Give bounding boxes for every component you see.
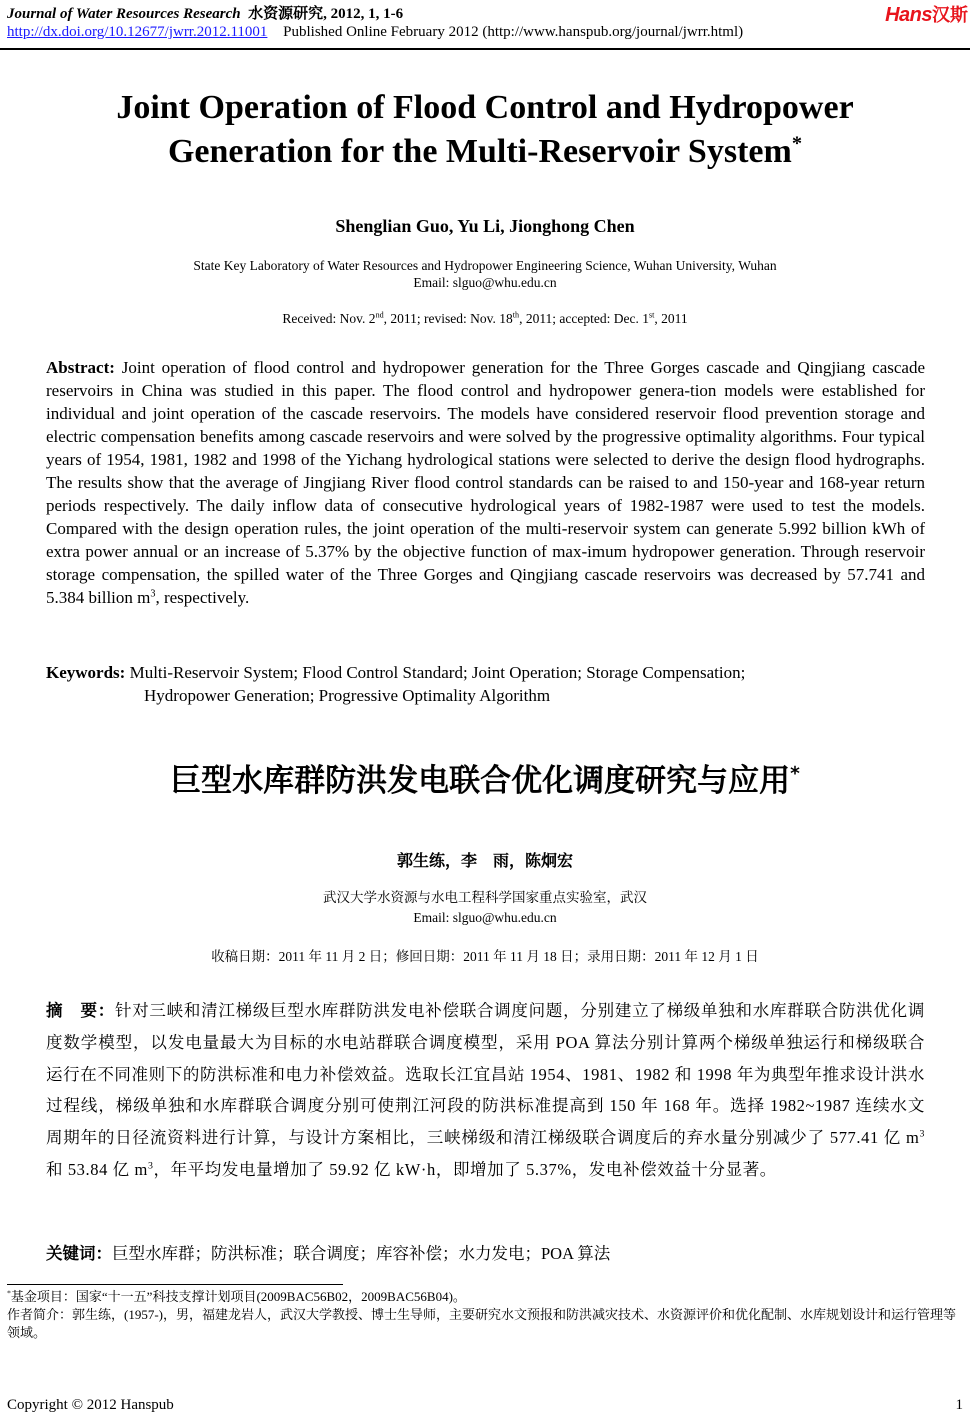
paper-title-cn: [0, 755, 970, 800]
abstract-cn-sup-1: 3: [919, 1128, 925, 1140]
abstract-sup: 3: [150, 588, 156, 600]
keywords-line-1: Multi-Reservoir System; Flood Control Standard; Joint Operation; Storage Compensation;: [129, 663, 746, 682]
abstract-cn-part-3: ，年平均发电量增加了 59.92 亿 kW·h，即增加了 5.37%，发电补偿效益十分显著。: [153, 1159, 777, 1179]
footnote-author-bio: 作者简介：郭生练，(1957-)，男，福建龙岩人，武汉大学教授、博士生导师，主要研究水文预报和防洪减灾技术、水资源评价和优化配制、水库规划设计和运行管理等领域。: [7, 1307, 956, 1340]
journal-citation: [7, 2, 403, 23]
revised-date: , 2011; revised: Nov. 18: [383, 311, 513, 326]
keywords-en: [46, 661, 925, 707]
title-footnote-mark[interactable]: *: [791, 132, 803, 155]
logo-text-en: Hans: [885, 4, 932, 26]
title-cn-text: 巨型水库群防洪发电联合优化调度研究与应用: [170, 763, 791, 799]
publication-info: [7, 24, 743, 41]
page-footer: [7, 1397, 963, 1414]
affiliation-en: [0, 257, 970, 291]
abstract-cn-part-1: 针对三峡和清江梯级巨型水库群防洪发电补偿联合调度问题，分别建立了梯级单独和水库群联合防洪优化调度数学模型，以发电量最大为目标的水电站群联合调度模型，采用 POA 算法分别计算两个梯级单独运行和梯级联合运行在不同准则下的防洪标准和电力补偿效益。选取长江宜昌站 1954、1981、1982 和 1998 年为典型年推求设计洪水过程线，梯级单独和水库群联合调度分别可使荆江河段的防洪标准提高到 150 年 168 年。选择 1982~1987 连续水文周期年的日径流资料进行计算，与设计方案相比，三峡梯级和清江梯级联合调度后的弃水量分别减少了 577.41 亿 m: [46, 1001, 925, 1148]
paper-title-en: [0, 86, 970, 174]
logo-text-cn: 汉斯: [932, 5, 968, 26]
abstract-label-en: Abstract:: [46, 358, 115, 377]
title-line-1: Joint Operation of Flood Control and Hydropower: [116, 89, 854, 126]
title-line-2: [0, 130, 970, 174]
fund-text: 基金项目：国家“十一五”科技支撑计划项目(2009BAC56B02，2009BAC56B04)。: [10, 1289, 466, 1304]
doi-link[interactable]: http://dx.doi.org/10.12677/jwrr.2012.11001: [7, 24, 268, 40]
page-number: 1: [955, 1397, 963, 1413]
accepted-date: , 2011; accepted: Dec. 1: [519, 311, 650, 326]
affiliation-text: State Key Laboratory of Water Resources and Hydropower Engineering Science, Wuhan University, Wuhan: [193, 258, 777, 273]
abstract-cn: [46, 995, 925, 1186]
abstract-en: [46, 356, 925, 609]
fund-mark: *: [7, 1288, 11, 1298]
abstract-label-cn: 摘 要：: [46, 1001, 115, 1020]
published-online: Published Online February 2012 (http://www.hanspub.org/journal/jwrr.html): [283, 24, 744, 40]
footnote-fund: [7, 1288, 965, 1306]
dates-cn: 收稿日期：2011 年 11 月 2 日；修回日期：2011 年 11 月 18 日；录用日期：2011 年 12 月 1 日: [211, 949, 759, 964]
authors-en: Shenglian Guo, Yu Li, Jionghong Chen: [335, 216, 635, 236]
keywords-cn: [46, 1240, 925, 1264]
affiliation-cn: [0, 888, 970, 928]
title-line-2-text: Generation for the Multi-Reservoir System: [167, 133, 792, 170]
journal-name-en: Journal of Water Resources Research: [7, 6, 241, 22]
email-en: Email: slguo@whu.edu.cn: [413, 275, 557, 290]
abstract-end-en: , respectively.: [155, 588, 250, 607]
header-divider: [0, 48, 970, 50]
received-date: Received: Nov. 2: [282, 311, 376, 326]
received-sup: nd: [375, 310, 384, 320]
affiliation-cn-text: 武汉大学水资源与水电工程科学国家重点实验室，武汉: [323, 890, 647, 905]
footnote-divider: [7, 1284, 343, 1285]
footnotes: [7, 1288, 965, 1342]
keywords-cn-text: 巨型水库群；防洪标准；联合调度；库容补偿；水力发电；POA 算法: [112, 1244, 611, 1263]
abstract-cn-sup-2: 3: [147, 1160, 154, 1172]
keywords-label-en: Keywords:: [46, 663, 126, 682]
keywords-label-cn: 关键词：: [46, 1244, 112, 1263]
authors-cn: 郭生练，李 雨，陈炯宏: [396, 851, 573, 870]
hans-logo: [885, 1, 968, 27]
abstract-text-en: Joint operation of flood control and hydropower generation for the Three Gorges cascade and Qingjiang cascade reservoirs in China was studied in this paper. The flood control and hydropower genera-tion models were established for individual and joint operation of the cascade reservoirs. The models have considered reservoir flood prevention storage and electric compensation benefits among cascade reservoirs and were solved by the progressive optimality algorithms. Four typical years of 1954, 1981, 1982 and 1998 of the Yichang hydrological stations were selected to derive the design flood hydrographs. The results show that the average of Jingjiang River flood control standards can be raised to and 150-year and 168-year return periods respectively. The daily inflow data of consecutive hydrological years of 1982-1987 were used to test the models. Compared with the design operation rules, the joint operation of the multi-reservoir system can generate 5.992 billion kWh of extra power annual or an increase of 5.37% by the objective function of max-imum hydropower generation. Through reservoir storage compensation, the spilled water of the Three Gorges and Qingjiang cascade reservoirs was decreased by 57.741 and 5.384 billion m: [46, 358, 925, 607]
dates-end: , 2011: [654, 311, 688, 326]
keywords-line-2: Hydropower Generation; Progressive Optimality Algorithm: [144, 686, 551, 705]
title-cn-footnote-mark[interactable]: *: [790, 763, 800, 785]
accepted-sup: st: [649, 310, 655, 320]
revised-sup: th: [512, 310, 520, 320]
copyright: Copyright © 2012 Hanspub: [7, 1397, 174, 1413]
journal-citation-cn: 水资源研究, 2012, 1, 1-6: [248, 6, 404, 22]
dates-en: [0, 311, 970, 327]
running-header: [0, 0, 970, 52]
abstract-cn-part-2: 和 53.84 亿 m: [46, 1159, 148, 1179]
email-cn: Email: slguo@whu.edu.cn: [413, 910, 557, 925]
